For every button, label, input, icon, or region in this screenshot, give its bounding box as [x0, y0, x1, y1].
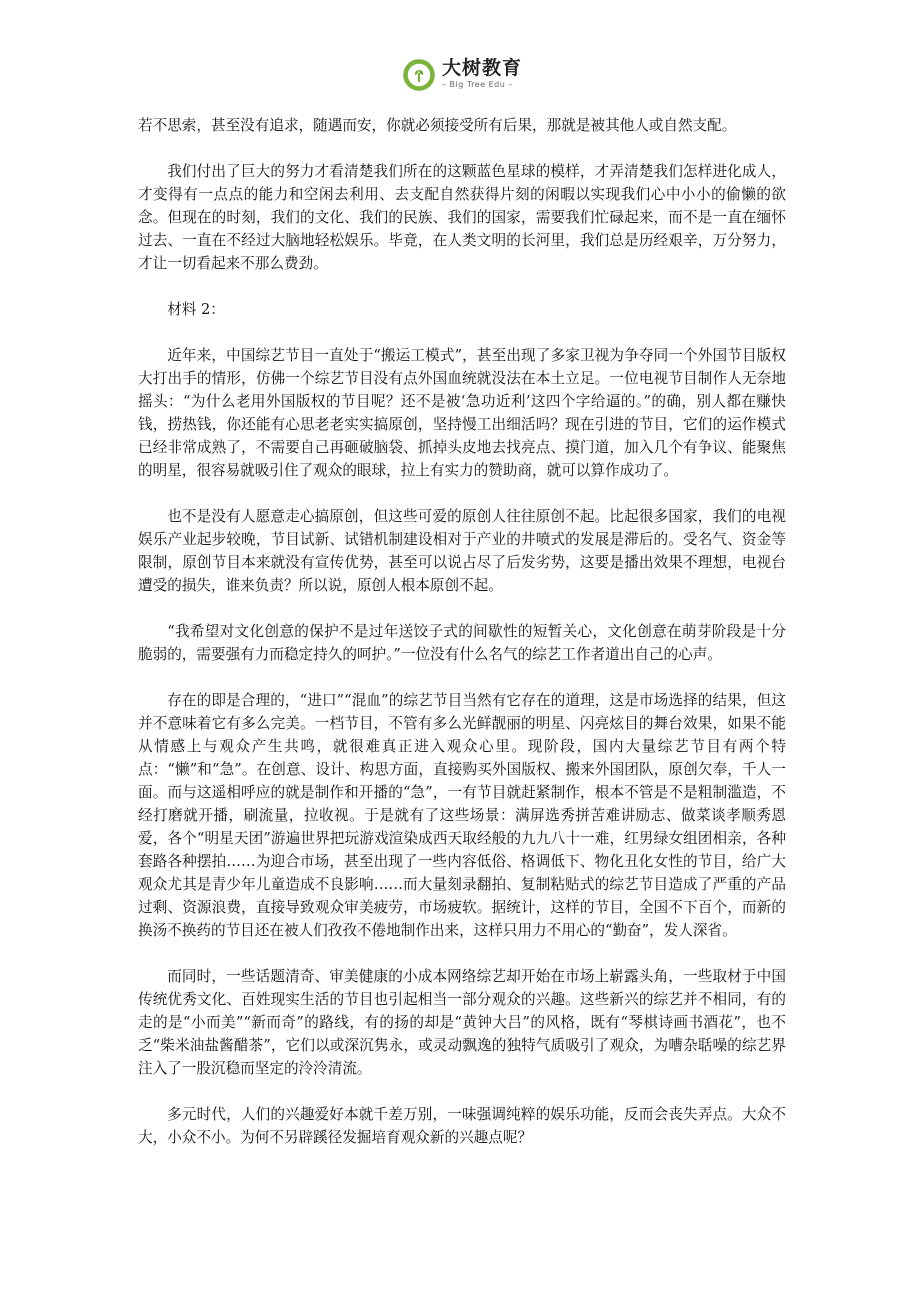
paragraph: 而同时，一些话题清奇、审美健康的小成本网络综艺却开始在市场上崭露头角，一些取材于中国传统优秀文化、百姓现实生活的节目也引起相当一部分观众的兴趣。这些新兴的综艺并不相同，有的走的是“小而美”“新而奇”的路线，有的扬的却是“黄钟大吕”的风格，既有“琴棋诗画书酒花”，也不乏“柴米油盐酱醋茶”，它们以或深沉隽永，或灵动飘逸的独特气质吸引了观众，为嘈杂聒噪的综艺界注入了一股沉稳而坚定的泠泠清流。	[138, 968, 786, 1077]
document-body	[138, 114, 786, 1172]
paragraph: 也不是没有人愿意走心搞原创，但这些可爱的原创人往往原创不起。比起很多国家，我们的电视娱乐产业起步较晚，节目试新、试错机制建设相对于产业的井喷式的发展是滞后的。受名气、资金等限制，原创节目本来就没有宣传优势，甚至可以说占尽了后发劣势，这要是播出效果不理想，电视台遭受的损失，谁来负责？所以说，原创人根本原创不起。	[138, 508, 786, 594]
paragraph: “我希望对文化创意的保护不是过年送饺子式的间歇性的短暂关心，文化创意在萌芽阶段是十分脆弱的，需要强有力而稳定持久的呵护。”一位没有什么名气的综艺工作者道出自己的心声。	[138, 623, 786, 663]
paragraph: 存在的即是合理的，“进口”“混血”的综艺节目当然有它存在的道理，这是市场选择的结果，但这并不意味着它有多么完美。一档节目，不管有多么光鲜靓丽的明星、闪亮炫目的舞台效果，如果不能从情感上与观众产生共鸣，就很难真正进入观众心里。现阶段，国内大量综艺节目有两个特点：“懒”和“急”。在创意、设计、构思方面，直接购买外国版权、搬来外国团队，原创欠奉，千人一面。而与这遥相呼应的就是制作和开播的“急”，一有节目就赶紧制作，根本不管是不是粗制滥造，不经打磨就开播，刷流量，拉收视。于是就有了这些场景：满屏选秀拼苦难讲励志、做菜谈孝顺秀恩爱，各个“明星天团”游遍世界把玩游戏渲染成西天取经般的九九八十一难，红男绿女组团相亲，各种套路各种摆拍……为迎合市场，甚至出现了一些内容低俗、格调低下、物化丑化女性的节目，给广大观众尤其是青少年儿童造成不良影响……而大量刻录翻拍、复制粘贴式的综艺节目造成了严重的产品过剩、资源浪费，直接导致观众审美疲劳，市场疲软。据统计，这样的节目，全国不下百个，而新的换汤不换药的节目还在被人们孜孜不倦地制作出来，这样只用力不用心的“勤奋”，发人深省。	[138, 692, 786, 939]
brand-logo	[402, 56, 522, 92]
paragraph: 多元时代，人们的兴趣爱好本就千差万别，一味强调纯粹的娱乐功能，反而会丧失弄点。大众不大，小众不小。为何不另辟蹊径发掘培育观众新的兴趣点呢？	[138, 1106, 786, 1146]
page-header	[0, 56, 920, 102]
brand-subtitle: – Big Tree Edu –	[442, 80, 513, 89]
tree-logo-icon	[402, 58, 436, 92]
paragraph-continuation: 若不思索，甚至没有追求，随遇而安，你就必须接受所有后果，那就是被其他人或自然支配。	[138, 117, 737, 134]
paragraph: 近年来，中国综艺节目一直处于“搬运工模式”，甚至出现了多家卫视为争夺同一个外国节目版权大打出手的情形，仿佛一个综艺节目没有点外国血统就没法在本土立足。一位电视节目制作人无奈地摇头：“为什么老用外国版权的节目呢？还不是被‘急功近利’这四个字给逼的。”的确，别人都在赚快钱，捞热钱，你还能有心思老老实实搞原创，坚持慢工出细活吗？现在引进的节目，它们的运作模式已经非常成熟了，不需要自己再砸破脑袋、抓掉头皮地去找亮点、摸门道，加入几个有争议、能聚焦的明星，很容易就吸引住了观众的眼球，拉上有实力的赞助商，就可以算作成功了。	[138, 347, 786, 479]
brand-text	[442, 56, 522, 90]
material-heading: 材料 2：	[167, 301, 225, 318]
paragraph: 我们付出了巨大的努力才看清楚我们所在的这颗蓝色星球的模样，才弄清楚我们怎样进化成人，才变得有一点点的能力和空闲去利用、去支配自然获得片刻的闲暇以实现我们心中小小的偷懒的欲念。但现在的时刻，我们的文化、我们的民族、我们的国家，需要我们忙碌起来，而不是一直在缅怀过去、一直在不经过大脑地轻松娱乐。毕竟，在人类文明的长河里，我们总是历经艰辛，万分努力，才让一切看起来不那么费劲。	[138, 163, 786, 272]
brand-name: 大树教育	[442, 57, 523, 79]
